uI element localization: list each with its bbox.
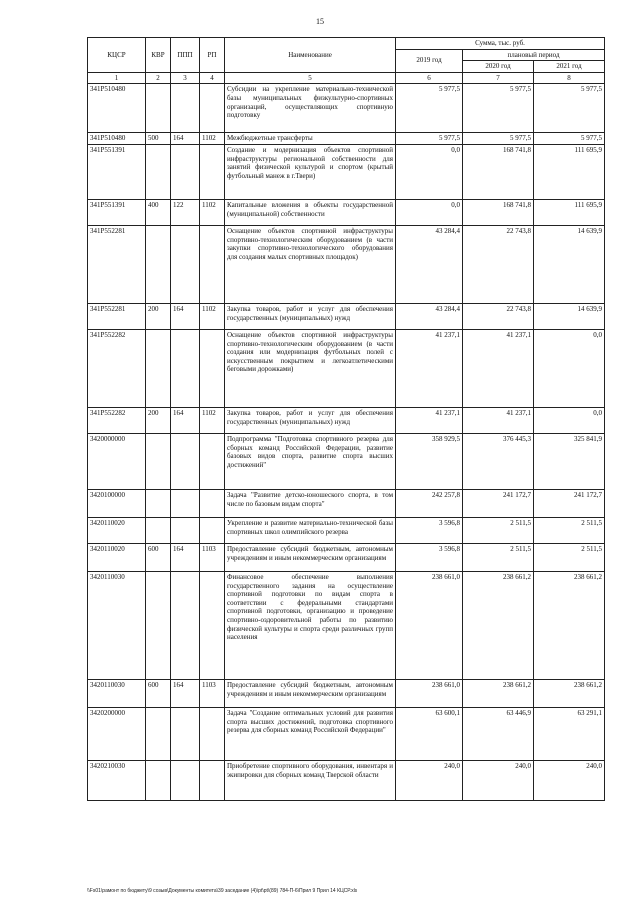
value-2021-cell: 238 661,2 (534, 571, 605, 679)
value-2020-cell: 238 661,2 (463, 571, 534, 679)
kvr-cell (146, 517, 171, 543)
kvr-cell: 600 (146, 679, 171, 707)
rp-cell: 1103 (200, 543, 225, 571)
kvr-cell: 200 (146, 407, 171, 433)
value-2019-cell: 0,0 (396, 199, 463, 225)
rp-cell (200, 329, 225, 407)
name-cell: Капитальные вложения в объекты государственной (муниципальной) собственности (225, 199, 396, 225)
ppp-cell (171, 84, 200, 133)
rp-cell: 1102 (200, 303, 225, 329)
header-2019: 2019 год (396, 49, 463, 72)
kcsr-cell: 341P510480 (88, 133, 146, 145)
budget-table (87, 37, 605, 801)
value-2021-cell: 2 511,5 (534, 517, 605, 543)
value-2019-cell: 242 257,8 (396, 489, 463, 517)
ppp-cell (171, 517, 200, 543)
table-row (88, 679, 605, 707)
table-row (88, 84, 605, 133)
value-2020-cell: 63 446,9 (463, 707, 534, 760)
value-2019-cell: 5 977,5 (396, 133, 463, 145)
value-2019-cell: 240,0 (396, 760, 463, 800)
value-2020-cell: 41 237,1 (463, 329, 534, 407)
column-number: 8 (534, 72, 605, 84)
rp-cell (200, 225, 225, 303)
table-row (88, 433, 605, 489)
ppp-cell: 164 (171, 543, 200, 571)
value-2019-cell: 0,0 (396, 144, 463, 199)
kcsr-cell: 341P552281 (88, 225, 146, 303)
rp-cell: 1103 (200, 679, 225, 707)
name-cell: Предоставление субсидий бюджетным, автономным учреждениям и иным некоммерческим организациям (225, 679, 396, 707)
table-row (88, 144, 605, 199)
kvr-cell: 200 (146, 303, 171, 329)
value-2021-cell: 111 695,9 (534, 144, 605, 199)
name-cell: Приобретение спортивного оборудования, инвентаря и экипировки для сборных команд Тверской области (225, 760, 396, 800)
table-row (88, 407, 605, 433)
value-2021-cell: 241 172,7 (534, 489, 605, 517)
value-2020-cell: 168 741,8 (463, 199, 534, 225)
value-2019-cell: 358 929,5 (396, 433, 463, 489)
kvr-cell (146, 144, 171, 199)
value-2021-cell: 238 661,2 (534, 679, 605, 707)
value-2020-cell: 2 511,5 (463, 543, 534, 571)
value-2020-cell: 22 743,8 (463, 303, 534, 329)
value-2020-cell: 241 172,7 (463, 489, 534, 517)
rp-cell (200, 707, 225, 760)
table-row (88, 543, 605, 571)
kvr-cell: 400 (146, 199, 171, 225)
kvr-cell (146, 225, 171, 303)
ppp-cell: 164 (171, 407, 200, 433)
value-2021-cell: 0,0 (534, 407, 605, 433)
ppp-cell: 122 (171, 199, 200, 225)
value-2020-cell: 376 445,3 (463, 433, 534, 489)
table-row (88, 517, 605, 543)
kvr-cell (146, 760, 171, 800)
name-cell: Закупка товаров, работ и услуг для обеспечения государственных (муниципальных) нужд (225, 407, 396, 433)
header-ppp: ППП (171, 38, 200, 73)
kcsr-cell: 3420100000 (88, 489, 146, 517)
name-cell: Создание и модернизация объектов спортивной инфраструктуры региональной собственности для занятий физической культурой и спортом (крытый футбольный манеж в г.Твери) (225, 144, 396, 199)
file-path-footer: \\Fs01\рамонт по бюджету\9 созыв\Документы комитета\39 заседание (4)\pt\pt\(89) 784-П-6\Прил 9 Прил 14 КЦСР.xls (87, 888, 358, 894)
rp-cell (200, 433, 225, 489)
column-number: 5 (225, 72, 396, 84)
kvr-cell (146, 433, 171, 489)
value-2019-cell: 63 600,1 (396, 707, 463, 760)
table-row (88, 199, 605, 225)
kcsr-cell: 3420110030 (88, 679, 146, 707)
table-row (88, 303, 605, 329)
table-row (88, 571, 605, 679)
value-2021-cell: 325 841,9 (534, 433, 605, 489)
rp-cell (200, 144, 225, 199)
kcsr-cell: 341P551391 (88, 199, 146, 225)
value-2019-cell: 238 661,0 (396, 679, 463, 707)
kvr-cell (146, 571, 171, 679)
column-number: 3 (171, 72, 200, 84)
value-2019-cell: 5 977,5 (396, 84, 463, 133)
column-number: 1 (88, 72, 146, 84)
table-row (88, 489, 605, 517)
rp-cell (200, 517, 225, 543)
name-cell: Межбюджетные трансферты (225, 133, 396, 145)
value-2021-cell: 240,0 (534, 760, 605, 800)
kcsr-cell: 3420200000 (88, 707, 146, 760)
value-2021-cell: 2 511,5 (534, 543, 605, 571)
kcsr-cell: 341P552282 (88, 407, 146, 433)
value-2020-cell: 5 977,5 (463, 133, 534, 145)
header-2021: 2021 год (534, 61, 605, 73)
value-2020-cell: 238 661,2 (463, 679, 534, 707)
table-row (88, 760, 605, 800)
rp-cell: 1102 (200, 133, 225, 145)
value-2019-cell: 41 237,1 (396, 329, 463, 407)
ppp-cell (171, 489, 200, 517)
name-cell: Оснащение объектов спортивной инфраструктуры спортивно-технологическим оборудованием (в части создания или модернизация футбольных полей с искусственным покрытием и легкоатлетическими беговыми дорожками) (225, 329, 396, 407)
kcsr-cell: 3420110020 (88, 517, 146, 543)
kcsr-cell: 3420110030 (88, 571, 146, 679)
ppp-cell (171, 329, 200, 407)
value-2019-cell: 41 237,1 (396, 407, 463, 433)
rp-cell (200, 84, 225, 133)
value-2021-cell: 14 639,9 (534, 303, 605, 329)
value-2019-cell: 3 596,8 (396, 517, 463, 543)
value-2020-cell: 240,0 (463, 760, 534, 800)
value-2021-cell: 5 977,5 (534, 133, 605, 145)
header-name: Наименование (225, 38, 396, 73)
value-2019-cell: 238 661,0 (396, 571, 463, 679)
value-2021-cell: 5 977,5 (534, 84, 605, 133)
kvr-cell (146, 84, 171, 133)
rp-cell: 1102 (200, 407, 225, 433)
table-row (88, 133, 605, 145)
column-number-row (88, 72, 605, 84)
kvr-cell: 600 (146, 543, 171, 571)
ppp-cell (171, 571, 200, 679)
value-2020-cell: 22 743,8 (463, 225, 534, 303)
kvr-cell (146, 707, 171, 760)
column-number: 2 (146, 72, 171, 84)
header-rp: РП (200, 38, 225, 73)
kcsr-cell: 341P552282 (88, 329, 146, 407)
name-cell: Закупка товаров, работ и услуг для обеспечения государственных (муниципальных) нужд (225, 303, 396, 329)
name-cell: Субсидии на укрепление материально-технической базы муниципальных физкультурно-спортивных организаций, осуществляющих спортивную подготовку (225, 84, 396, 133)
ppp-cell (171, 433, 200, 489)
header-planned-period: плановый период (463, 49, 605, 61)
table-row (88, 707, 605, 760)
kcsr-cell: 341P510480 (88, 84, 146, 133)
header-kvr: КВР (146, 38, 171, 73)
table-row (88, 329, 605, 407)
kvr-cell (146, 329, 171, 407)
rp-cell (200, 760, 225, 800)
kcsr-cell: 341P551391 (88, 144, 146, 199)
table-row (88, 225, 605, 303)
rp-cell (200, 571, 225, 679)
table-header (88, 38, 605, 84)
rp-cell: 1102 (200, 199, 225, 225)
value-2020-cell: 41 237,1 (463, 407, 534, 433)
rp-cell (200, 489, 225, 517)
kcsr-cell: 341P552281 (88, 303, 146, 329)
value-2021-cell: 0,0 (534, 329, 605, 407)
value-2021-cell: 63 291,1 (534, 707, 605, 760)
value-2020-cell: 168 741,8 (463, 144, 534, 199)
value-2020-cell: 2 511,5 (463, 517, 534, 543)
kcsr-cell: 3420000000 (88, 433, 146, 489)
page-number: 15 (316, 17, 324, 26)
value-2021-cell: 14 639,9 (534, 225, 605, 303)
value-2020-cell: 5 977,5 (463, 84, 534, 133)
name-cell: Оснащение объектов спортивной инфраструктуры спортивно-технологическим оборудованием (в части закупки спортивно-технологического оборудования для создания малых спортивных площадок) (225, 225, 396, 303)
ppp-cell: 164 (171, 679, 200, 707)
kcsr-cell: 3420210030 (88, 760, 146, 800)
table-body (88, 84, 605, 801)
kvr-cell (146, 489, 171, 517)
name-cell: Задача "Развитие детско-юношеского спорта, в том числе по базовым видам спорта" (225, 489, 396, 517)
header-kcsr: КЦСР (88, 38, 146, 73)
column-number: 7 (463, 72, 534, 84)
ppp-cell (171, 144, 200, 199)
value-2021-cell: 111 695,9 (534, 199, 605, 225)
kcsr-cell: 3420110020 (88, 543, 146, 571)
ppp-cell (171, 707, 200, 760)
column-number: 4 (200, 72, 225, 84)
header-sum: Сумма, тыс. руб. (396, 38, 605, 50)
ppp-cell (171, 760, 200, 800)
column-number: 6 (396, 72, 463, 84)
name-cell: Предоставление субсидий бюджетным, автономным учреждениям и иным некоммерческим организациям (225, 543, 396, 571)
name-cell: Задача "Создание оптимальных условий для развития спорта высших достижений, подготовка спортивного резерва для сборных команд Российской Федерации" (225, 707, 396, 760)
ppp-cell (171, 225, 200, 303)
name-cell: Подпрограмма "Подготовка спортивного резерва для сборных команд Российской Федерации, развитие базовых видов спорта, развитие спорта высших достижений" (225, 433, 396, 489)
ppp-cell: 164 (171, 133, 200, 145)
name-cell: Укрепление и развитие материально-технической базы спортивных школ олимпийского резерва (225, 517, 396, 543)
header-2020: 2020 год (463, 61, 534, 73)
value-2019-cell: 43 284,4 (396, 225, 463, 303)
value-2019-cell: 43 284,4 (396, 303, 463, 329)
kvr-cell: 500 (146, 133, 171, 145)
name-cell: Финансовое обеспечение выполнения государственного задания на осуществление спортивной подготовки по видам спорта в соответствии с федеральными стандартами спортивной подготовки, организацию и проведение спортивно-оздоровительной работы по развитию физической культуры и спорта среди различных групп населения (225, 571, 396, 679)
ppp-cell: 164 (171, 303, 200, 329)
value-2019-cell: 3 596,8 (396, 543, 463, 571)
